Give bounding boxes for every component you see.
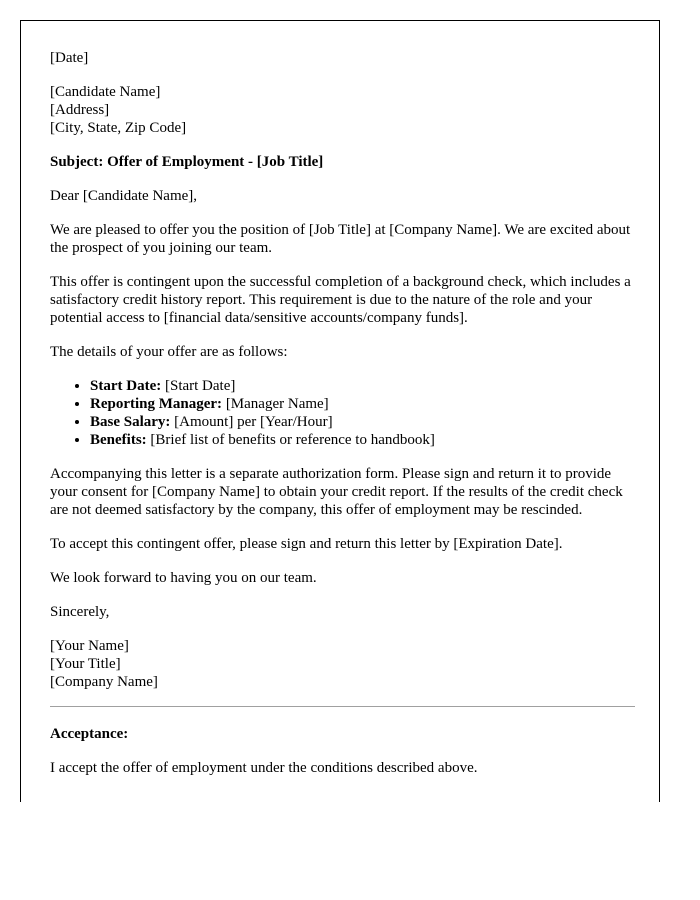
letter-content [50, 49, 635, 793]
letter-salutation: Dear [Candidate Name], [50, 188, 198, 204]
paragraph-look-forward: We look forward to having you on our team. [50, 570, 317, 586]
letter-date: [Date] [50, 50, 89, 66]
recipient-block [50, 83, 635, 137]
section-divider [50, 706, 635, 707]
paragraph-authorization: Accompanying this letter is a separate authorization form. Please sign and return it to provide your consent for [Company Name] to obtain your credit report. If the results of the credit check are not deemed satisfactory by the company, this offer of employment may be rescinded. [50, 466, 623, 518]
detail-label: Reporting Manager: [90, 396, 223, 412]
signature-name: [Your Name] [50, 638, 129, 654]
paragraph-details-intro: The details of your offer are as follows: [50, 344, 288, 360]
recipient-address: [Address] [50, 102, 110, 118]
offer-detail-item [90, 395, 635, 413]
detail-value: [Manager Name] [222, 396, 329, 412]
letter-subject: Subject: Offer of Employment - [Job Title] [50, 154, 324, 170]
detail-value: [Amount] per [Year/Hour] [170, 414, 333, 430]
signature-title: [Your Title] [50, 656, 121, 672]
offer-detail-item [90, 431, 635, 449]
detail-value: [Brief list of benefits or reference to handbook] [146, 432, 435, 448]
detail-value: [Start Date] [161, 378, 236, 394]
letter-page [20, 20, 660, 802]
paragraph-accept-deadline: To accept this contingent offer, please sign and return this letter by [Expiration Date]. [50, 536, 563, 552]
paragraph-contingency: This offer is contingent upon the successful completion of a background check, which includes a satisfactory credit history report. This requirement is due to the nature of the role and your potential access to [financial data/sensitive accounts/company funds]. [50, 274, 631, 326]
paragraph-intro: We are pleased to offer you the position of [Job Title] at [Company Name]. We are excited about the prospect of you joining our team. [50, 222, 631, 256]
offer-detail-item [90, 413, 635, 431]
offer-details-list [50, 377, 635, 449]
signature-company: [Company Name] [50, 674, 158, 690]
acceptance-text: I accept the offer of employment under the conditions described above. [50, 760, 478, 776]
letter-closing: Sincerely, [50, 604, 110, 620]
offer-detail-item [90, 377, 635, 395]
recipient-name: [Candidate Name] [50, 84, 161, 100]
signature-block [50, 637, 635, 691]
detail-label: Start Date: [90, 378, 162, 394]
recipient-city: [City, State, Zip Code] [50, 120, 187, 136]
detail-label: Benefits: [90, 432, 147, 448]
detail-label: Base Salary: [90, 414, 171, 430]
acceptance-heading: Acceptance: [50, 726, 129, 742]
